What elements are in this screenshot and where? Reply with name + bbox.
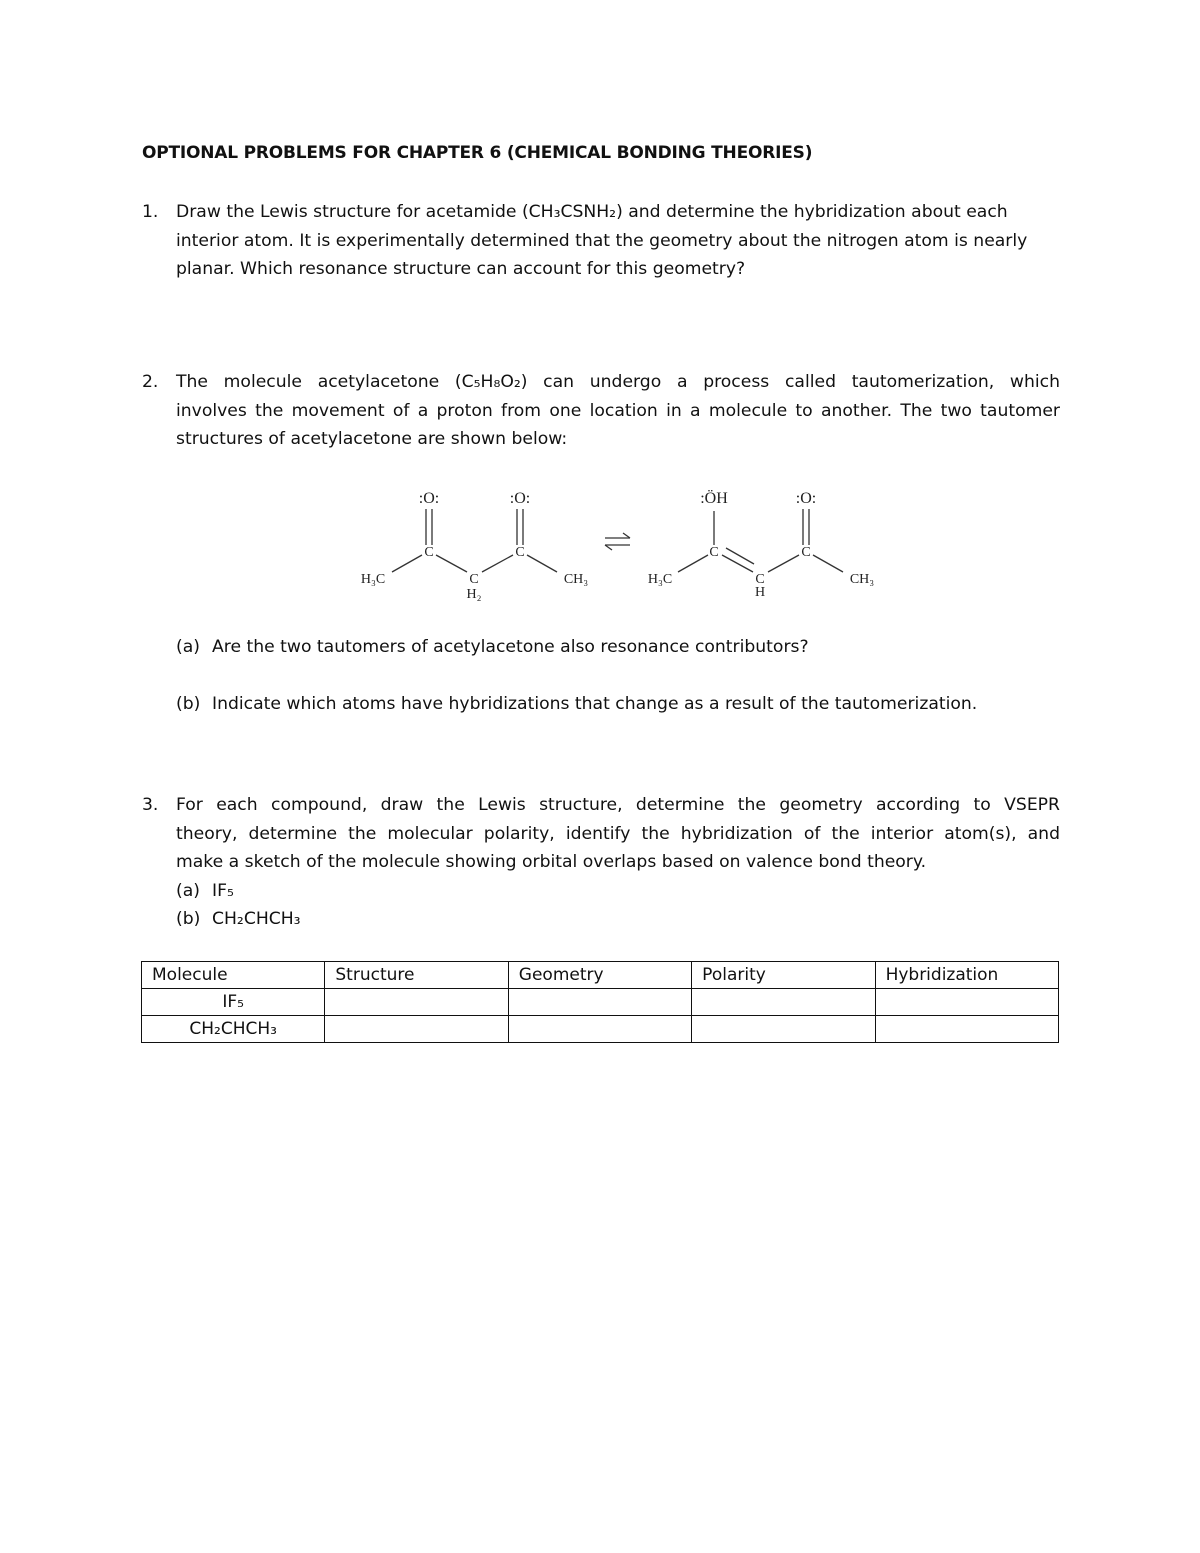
problem-3-part-b-label: (b) xyxy=(176,909,201,929)
keto-h3c: H₃C xyxy=(360,572,386,587)
problem-2-line-2: involves the movement of a proton from one location in a molecule to another. The two tautomer xyxy=(176,400,1060,421)
enol-c-mid: C xyxy=(755,572,765,587)
cell-polarity[interactable] xyxy=(692,1016,875,1043)
enol-c-left: C xyxy=(709,545,719,560)
problem-2-line-1: The molecule acetylacetone (C₅H₈O₂) can undergo a process called tautomerization, which xyxy=(176,372,1060,392)
table-header-row xyxy=(142,962,1059,989)
keto-c-mid: C xyxy=(469,572,479,587)
problem-3-line-3: make a sketch of the molecule showing orbital overlaps based on valence bond theory. xyxy=(176,852,927,872)
problem-3-part-a-text: IF₅ xyxy=(212,881,234,901)
enol-bond-c-ch-1 xyxy=(722,555,753,572)
enol-o-right: :O: xyxy=(795,490,817,507)
keto-bond-c-ch3 xyxy=(527,555,557,572)
table-row xyxy=(142,1016,1059,1043)
problem-2 xyxy=(142,368,1060,454)
header-hybridization: Hybridization xyxy=(875,962,1058,989)
keto-c-right: C xyxy=(515,545,525,560)
enol-ch3: CH₃ xyxy=(849,572,875,587)
problem-2-part-b-text: Indicate which atoms have hybridizations that change as a result of the tautomerization. xyxy=(212,694,978,714)
problem-3-line-1: For each compound, draw the Lewis structure, determine the geometry according to VSEPR xyxy=(176,795,1060,815)
problem-1-number: 1. xyxy=(142,202,159,222)
keto-bond-h3c-c xyxy=(392,555,422,572)
header-polarity: Polarity xyxy=(692,962,875,989)
cell-hybridization[interactable] xyxy=(875,1016,1058,1043)
problem-1-line-3: planar. Which resonance structure can account for this geometry? xyxy=(176,259,746,279)
header-molecule: Molecule xyxy=(142,962,325,989)
enol-c-right: C xyxy=(801,545,811,560)
enol-h: H xyxy=(754,585,766,600)
page-title: OPTIONAL PROBLEMS FOR CHAPTER 6 (CHEMICAL BONDING THEORIES) xyxy=(142,143,813,163)
problem-3-part-b-text: CH₂CHCH₃ xyxy=(212,909,301,929)
keto-h2: H₂ xyxy=(466,587,482,602)
cell-geometry[interactable] xyxy=(508,1016,691,1043)
cell-geometry[interactable] xyxy=(508,989,691,1016)
keto-c-left: C xyxy=(424,545,434,560)
arrow-reverse-head xyxy=(605,545,612,550)
keto-bond-c-ch2 xyxy=(436,555,467,572)
keto-bond-ch2-c xyxy=(482,555,513,572)
enol-bond-ch-c xyxy=(768,555,799,572)
enol-bond-c-ch-2 xyxy=(726,548,754,564)
problem-3-part-a xyxy=(176,877,234,905)
cell-polarity[interactable] xyxy=(692,989,875,1016)
problem-3-line-2: theory, determine the molecular polarity, identify the hybridization of the interior atom(s), and xyxy=(176,823,1060,844)
summary-table xyxy=(141,961,1059,1043)
cell-molecule: CH₂CHCH₃ xyxy=(142,1016,325,1043)
problem-2-part-b xyxy=(176,690,977,718)
problem-2-part-a xyxy=(176,633,809,661)
problem-3 xyxy=(142,791,1060,877)
header-structure: Structure xyxy=(325,962,508,989)
problem-2-part-a-label: (a) xyxy=(176,637,200,657)
keto-ch3: CH₃ xyxy=(563,572,589,587)
problem-1-line-2: interior atom. It is experimentally determined that the geometry about the nitrogen atom is nearly xyxy=(176,230,1028,251)
problem-1-line-1: Draw the Lewis structure for acetamide (CH₃CSNH₂) and determine the hybridization about each xyxy=(176,202,1008,222)
arrow-forward-head xyxy=(623,533,630,538)
problem-1 xyxy=(142,198,1060,284)
problem-2-line-3: structures of acetylacetone are shown below: xyxy=(176,429,568,449)
table-row xyxy=(142,989,1059,1016)
problem-2-number: 2. xyxy=(142,372,159,392)
enol-h3c: H₃C xyxy=(647,572,673,587)
cell-structure[interactable] xyxy=(325,989,508,1016)
keto-o-right: :O: xyxy=(509,490,531,507)
header-geometry: Geometry xyxy=(508,962,691,989)
tautomer-figure xyxy=(340,475,900,610)
cell-hybridization[interactable] xyxy=(875,989,1058,1016)
problem-2-part-a-text: Are the two tautomers of acetylacetone also resonance contributors? xyxy=(212,637,809,657)
problem-2-part-b-label: (b) xyxy=(176,694,201,714)
enol-bond-h3c-c xyxy=(678,555,708,572)
problem-3-number: 3. xyxy=(142,795,159,815)
problem-3-part-a-label: (a) xyxy=(176,881,200,901)
enol-oh: :ÖH xyxy=(700,490,728,507)
cell-structure[interactable] xyxy=(325,1016,508,1043)
cell-molecule: IF₅ xyxy=(142,989,325,1016)
keto-o-left: :O: xyxy=(418,490,440,507)
enol-bond-c-ch3 xyxy=(813,555,843,572)
problem-3-part-b xyxy=(176,905,301,933)
